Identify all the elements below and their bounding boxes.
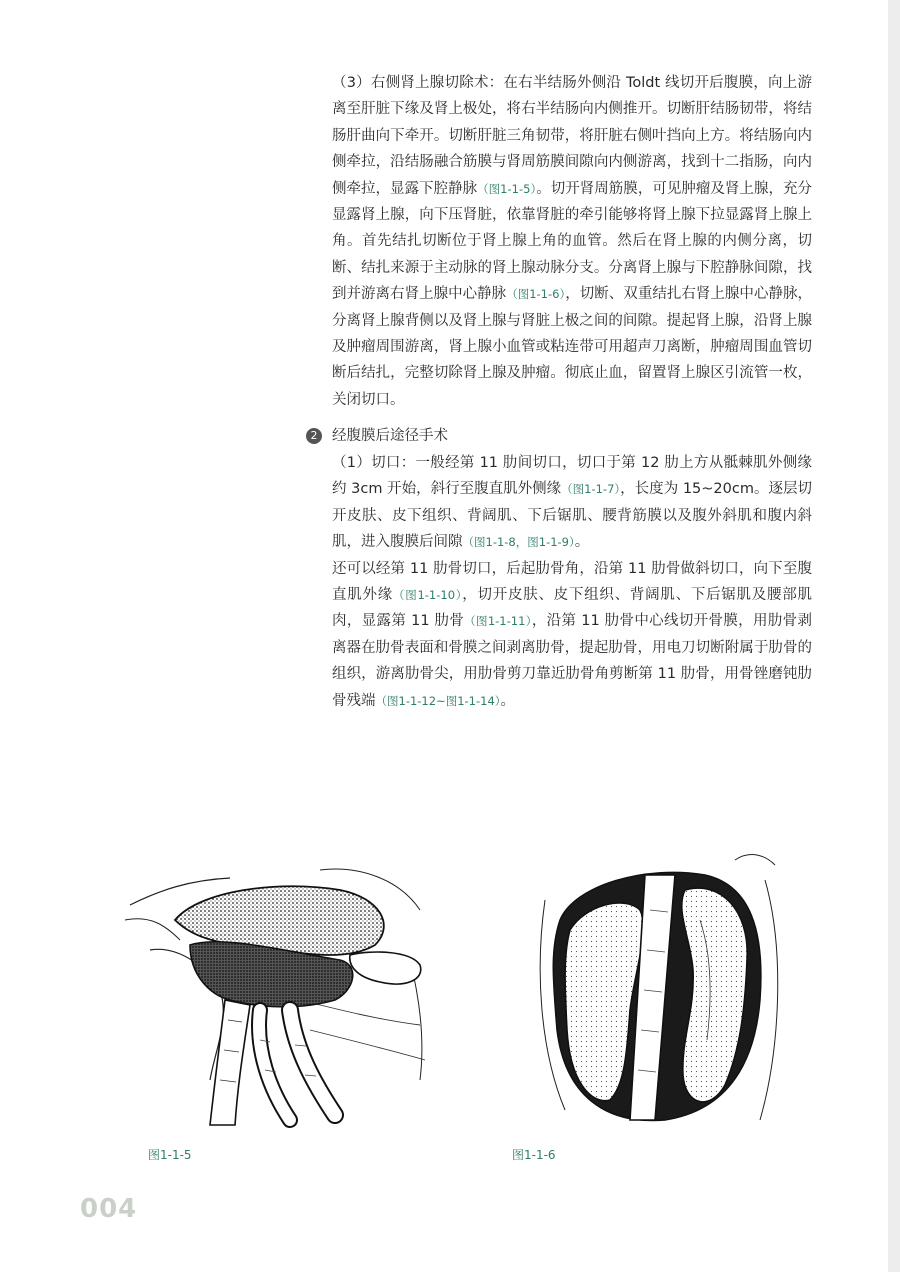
para1-text-b: ，长度为 15~20cm。逐层切开皮肤、皮下组织、背阔肌、下后锯肌、腰背筋膜以及腹外斜肌和腹内斜肌，进入腹膜后间隙	[332, 481, 812, 551]
figure-ref-1-1-5[interactable]: （图1-1-5）	[477, 181, 537, 196]
figure-ref-1-1-12-14[interactable]: （图1-1-12~图1-1-14）	[375, 693, 501, 708]
section-3-text-part3: ，切断、双重结扎右肾上腺中心静脉，分离肾上腺背侧以及肾上腺与肾脏上极之间的间隙。提起肾上腺，沿肾上腺及肿瘤周围游离，肾上腺小血管或粘连带可用超声刀离断，肿瘤周围血管切断后结扎，完整切除肾上腺及肿瘤。彻底止血，留置肾上腺区引流管一枚，关闭切口。	[332, 286, 812, 408]
figure-ref-1-1-8-9[interactable]: （图1-1-8，图1-1-9）	[462, 535, 575, 550]
page-number: 004	[80, 1194, 138, 1224]
section-3-text	[332, 70, 812, 413]
para2-text-b: ，切开皮肤、皮下组织、背阔肌、下后锯肌及腰部肌肉，显露第 11 肋骨	[332, 587, 813, 630]
figure-ref-1-1-7[interactable]: （图1-1-7）	[561, 482, 621, 497]
page-edge-strip	[888, 0, 900, 1272]
figure-ref-1-1-11[interactable]: （图1-1-11）	[464, 614, 532, 629]
para1-text-a: （1）切口：一般经第 11 肋间切口，切口于第 12 肋上方从骶棘肌外侧缘约 3cm 开始，斜行至腹直肌外侧缘	[332, 455, 812, 498]
section-3-paragraph	[332, 70, 812, 413]
section-heading-text: 经腹膜后途径手术	[332, 428, 448, 444]
para1-text-c: 。	[574, 534, 590, 551]
figure-1-1-5-caption: 图1-1-5	[148, 1148, 192, 1162]
figure-ref-1-1-10[interactable]: （图1-1-10）	[392, 588, 463, 603]
incision-paragraph-1	[332, 450, 812, 556]
para2-text-c: ，沿第 11 肋骨中心线切开骨膜，用肋骨剥离器在肋骨表面和骨膜之间剥离肋骨，提起肋骨，用电刀切断附属于肋骨的组织，游离肋骨尖，用肋骨剪刀靠近肋骨角剪断第 11 肋骨，用骨锉磨钝肋骨残端	[332, 613, 812, 709]
para2-text-d: 。	[500, 692, 516, 709]
section-3-text-part1: （3）右侧肾上腺切除术：在右半结肠外侧沿 Toldt 线切开后腹膜，向上游离至肝脏下缘及肾上极处，将右半结肠向内侧推开。切断肝结肠韧带，将结肠肝曲向下牵开。切断肝脏三角韧带，将肝脏右侧叶挡向上方。将结肠向内侧牵拉，沿结肠融合筋膜与肾周筋膜间隙向内侧游离，找到十二指肠，向内侧牵拉，显露下腔静脉	[332, 75, 812, 197]
figure-ref-1-1-6[interactable]: （图1-1-6）	[506, 287, 566, 302]
incision-paragraph-2	[332, 556, 812, 714]
section-number-badge: 2	[306, 428, 322, 444]
section-heading-retroperitoneal	[306, 423, 448, 449]
figure-1-1-5-illustration	[120, 850, 440, 1135]
figure-1-1-6-illustration	[535, 850, 785, 1135]
incision-paragraphs	[332, 450, 812, 714]
figure-1-1-6-caption: 图1-1-6	[512, 1148, 556, 1162]
section-3-text-part2: 。切开肾周筋膜，可见肿瘤及肾上腺，充分显露肾上腺，向下压肾脏，依靠肾脏的牵引能够将肾上腺下拉显露肾上腺上角。首先结扎切断位于肾上腺上角的血管。然后在肾上腺的内侧分离，切断、结扎来源于主动脉的肾上腺动脉分支。分离肾上腺与下腔静脉间隙，找到并游离右肾上腺中心静脉	[332, 180, 812, 303]
para2-text-a: 还可以经第 11 肋骨切口，后起肋骨角，沿第 11 肋骨做斜切口，向下至腹直肌外缘	[332, 560, 812, 604]
